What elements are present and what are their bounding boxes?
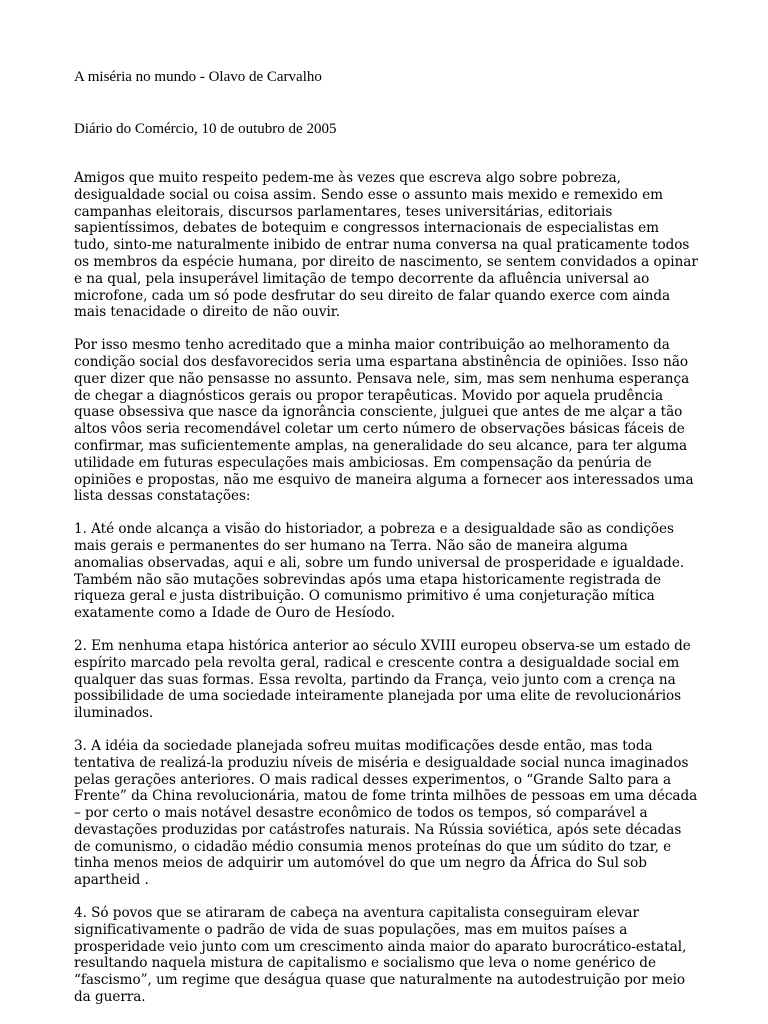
publication-source: Diário do Comércio, 10 de outubro de 2005 [74, 121, 337, 137]
paragraph-point-1: 1. Até onde alcança a visão do historiador, a pobreza e a desigualdade são as condições mais gerais e permanentes do ser humano na Terra. Não são de maneira alguma anomalias observadas, aqui e ali, sobre um fundo universal de prosperidade e igualdade. Também não são mutações sobrevindas após uma etapa historicamente registrada de riqueza geral e justa distribuição. O comunismo primitivo é uma conjeturação mítica exatamente como a Idade de Ouro de Hesíodo. [74, 521, 685, 622]
paragraph-point-2: 2. Em nenhuma etapa histórica anterior ao século XVIII europeu observa-se um estado de espírito marcado pela revolta geral, radical e crescente contra a desigualdade social em qualquer das suas formas. Essa revolta, partindo da França, veio junto com a crença na possibilidade de uma sociedade inteiramente planejada por uma elite de revolucionários iluminados. [74, 637, 691, 722]
paragraph-point-3: 3. A idéia da sociedade planejada sofreu muitas modificações desde então, mas toda tentativa de realizá-la produziu níveis de miséria e desigualdade social nunca imaginados pelas gerações anteriores. O mais radical desses experimentos, o “Grande Salto para a Frente” da China revolucionária, matou de fome trinta milhões de pessoas em uma década – por certo o mais notável desastre econômico de todos os tempos, só comparável a devastações produzidas por catástrofes naturais. Na Rússia soviética, após sete décadas de comunismo, o cidadão médio consumia menos proteínas do que um súdito do tzar, e tinha menos meios de adquirir um automóvel do que um negro da África do Sul sob apartheid . [74, 737, 698, 889]
paragraph-intro: Amigos que muito respeito pedem-me às vezes que escreva algo sobre pobreza, desigualdade social ou coisa assim. Sendo esse o assunto mais mexido e remexido em campanhas eleitorais, discursos parlamentares, teses universitárias, editoriais sapientíssimos, debates de botequim e congressos internacionais de especialistas em tudo, sinto-me naturalmente inibido de entrar numa conversa na qual praticamente todos os membros da espécie humana, por direito de nascimento, se sentem convidados a opinar e na qual, pela insuperável limitação de tempo decorrente da afluência universal ao microfone, cada um só pode desfrutar do seu direito de falar quando exerce com ainda mais tenacidade o direito de não ouvir. [74, 170, 698, 321]
document-body [74, 68, 698, 1006]
document-title: A miséria no mundo - Olavo de Carvalho [74, 69, 322, 85]
paragraph-point-4: 4. Só povos que se atiraram de cabeça na aventura capitalista conseguiram elevar significativamente o padrão de vida de suas populações, mas em muitos países a prosperidade veio junto com um crescimento ainda maior do aparato burocrático-estatal, resultando naquela mistura de capitalismo e socialismo que leva o nome genérico de “fascismo”, um regime que deságua quase que naturalmente na autodestruição por meio da guerra. [74, 905, 687, 1006]
paragraph-context: Por isso mesmo tenho acreditado que a minha maior contribuição ao melhoramento da condição social dos desfavorecidos seria uma espartana abstinência de opiniões. Isso não quer dizer que não pensasse no assunto. Pensava nele, sim, mas sem nenhuma esperança de chegar a diagnósticos gerais ou propor terapêuticas. Movido por aquela prudência quase obsessiva que nasce da ignorância consciente, julguei que antes de me alçar a tão altos vôos seria recomendável coletar um certo número de observações básicas fáceis de confirmar, mas suficientemente amplas, na generalidade do seu alcance, para ter alguma utilidade em futuras especulações mais ambiciosas. Em compensação da penúria de opiniões e propostas, não me esquivo de maneira alguma a fornecer aos interessados uma lista dessas constatações: [74, 337, 694, 505]
